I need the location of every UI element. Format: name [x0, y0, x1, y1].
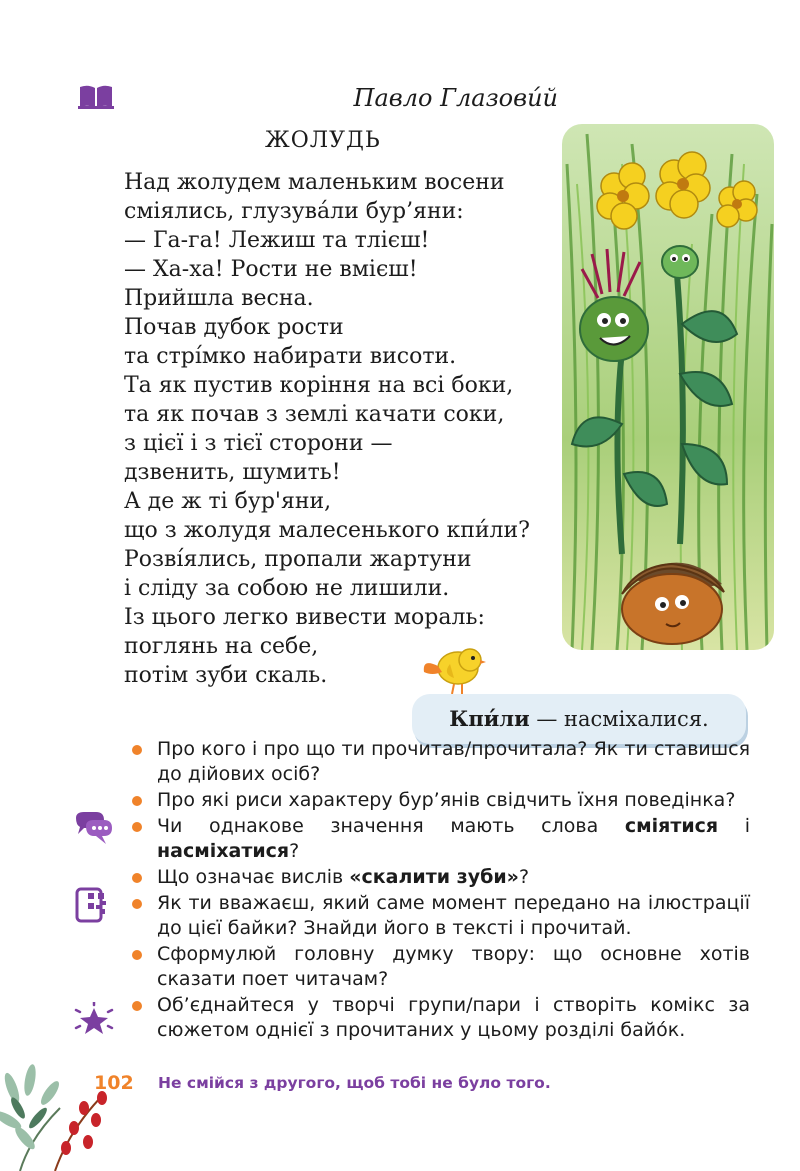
poem-line: Та як пустив коріння на всі боки,	[124, 373, 514, 398]
question-item: Чи однакове значення мають слова сміятися і насміхатися?	[130, 814, 750, 864]
book-icon	[78, 84, 114, 110]
page-motto: Не смійся з другого, щоб тобі не було того.	[158, 1074, 551, 1092]
poem-line: і сліду за собою не лишили.	[124, 576, 450, 601]
poem-line: потім зуби скаль.	[124, 663, 328, 688]
poem-line: Із цього легко вивести мораль:	[124, 605, 485, 630]
question-item: Про кого і про що ти прочитав/прочитала? Як ти ставишся до дійових осіб?	[130, 737, 750, 787]
poem-line: сміялись, глузува́ли бур’яни:	[124, 199, 464, 224]
bullet-icon	[132, 796, 142, 806]
poem-line: та як почав з землі качати соки,	[124, 402, 505, 427]
poem-line: Розві́ялись, пропали жартуни	[124, 547, 472, 572]
bullet-icon	[132, 873, 142, 883]
question-item: Об’єднайтеся у творчі групи/пари і створіть комікс за сюжетом однієї з прочитаних у цьому розділі байо́к.	[130, 993, 750, 1043]
poem-line: що з жолудя малесенького кпи́ли?	[124, 518, 530, 543]
question-item: Про які риси характеру бур’янів свідчить їхня поведінка?	[130, 788, 750, 813]
author-name: Павло Глазови́й	[353, 84, 558, 112]
poem-line: та стрі́мко набирати висоти.	[124, 344, 457, 369]
question-item: Як ти вважаєш, який саме момент передано на ілюстрації до цієї байки? Знайди його в тексті і прочитай.	[130, 891, 750, 941]
bullet-icon	[132, 1001, 142, 1011]
question-item: Що означає вислів «скалити зуби»?	[130, 865, 750, 890]
poem-line: Над жолудем маленьким восени	[124, 170, 505, 195]
qr-phone-icon	[74, 887, 114, 923]
poem-line: — Ха-ха! Рости не вмієш!	[124, 257, 418, 282]
bullet-icon	[132, 899, 142, 909]
poem-line: Прийшла весна.	[124, 286, 314, 311]
questions-list	[130, 737, 750, 1044]
star-group-icon	[74, 1002, 114, 1038]
poem-line: Почав дубок рости	[124, 315, 344, 340]
poem-line: дзвенить, шумить!	[124, 460, 341, 485]
poem-line: з цієї і з тієї сторони —	[124, 431, 393, 456]
bird-icon	[420, 640, 486, 698]
bullet-icon	[132, 822, 142, 832]
poem-line: А де ж ті бур'яни,	[124, 489, 332, 514]
question-item: Сформулюй головну думку твору: що основне хотів сказати поет читачам?	[130, 942, 750, 992]
poem-line: — Га-га! Лежиш та тлієш!	[124, 228, 430, 253]
definition-term: Кпи́ли	[449, 706, 530, 731]
poem-title: ЖОЛУДЬ	[265, 128, 381, 153]
bullet-icon	[132, 745, 142, 755]
poem-text	[124, 168, 594, 690]
bullet-icon	[132, 950, 142, 960]
definition-text: — насміхалися.	[529, 707, 709, 731]
chat-bubbles-icon	[74, 812, 114, 848]
page-number: 102	[94, 1072, 134, 1094]
illustration	[562, 124, 774, 650]
poem-line: поглянь на себе,	[124, 634, 319, 659]
